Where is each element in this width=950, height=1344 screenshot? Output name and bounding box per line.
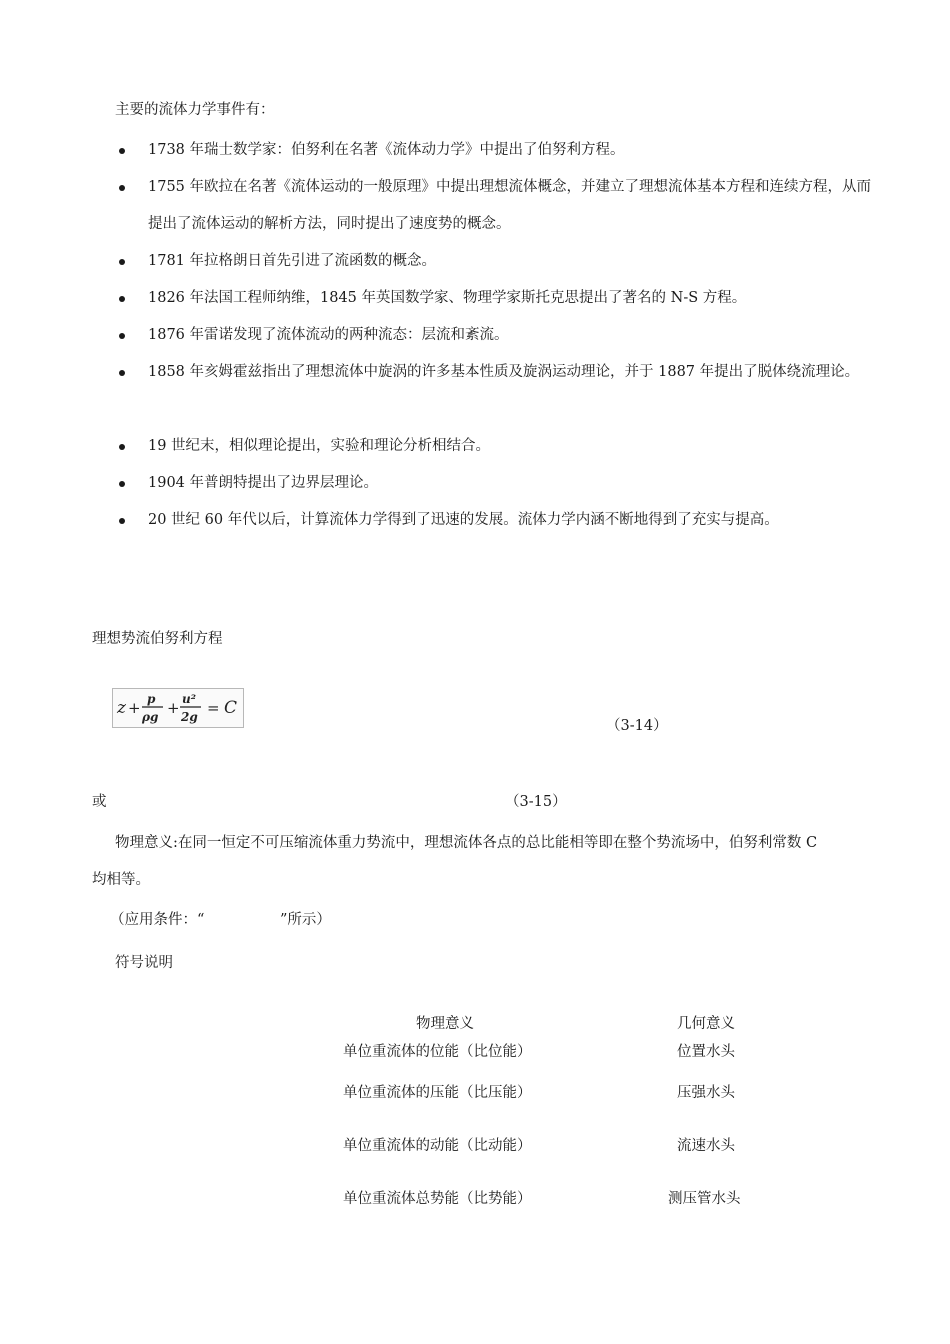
event-text: 19 世纪末，相似理论提出，实验和理论分析相结合。 (148, 438, 491, 454)
bullet-icon (119, 148, 125, 154)
section-title: 理想势流伯努利方程 (92, 631, 223, 647)
equation-number-3-15: （3-15） (505, 794, 567, 810)
event-text: 1858 年亥姆霍兹指出了理想流体中旋涡的许多基本性质及旋涡运动理论，并于 1887 年提出了脱体绕流理论。 (148, 364, 860, 380)
geometric-meaning-cell: 测压管水头 (668, 1191, 741, 1207)
bernoulli-formula (112, 688, 244, 728)
bullet-icon (119, 259, 125, 265)
formula-c: C (224, 698, 238, 718)
meaning-line-2: 均相等。 (92, 872, 150, 888)
formula-plus-1: + (128, 699, 141, 717)
event-text: 1876 年雷诺发现了流体流动的两种流态：层流和紊流。 (148, 327, 509, 343)
event-text: 1781 年拉格朗日首先引进了流函数的概念。 (148, 253, 437, 269)
column-header-physical: 物理意义 (416, 1016, 474, 1032)
formula-graphic (113, 689, 243, 727)
condition-suffix: ”所示） (280, 912, 331, 928)
event-text: 1738 年瑞士数学家：伯努利在名著《流体动力学》中提出了伯努利方程。 (148, 142, 625, 158)
event-text: 20 世纪 60 年代以后，计算流体力学得到了迅速的发展。流体力学内涵不断地得到了充实与提高。 (148, 512, 779, 528)
equation-number-3-14: （3-14） (606, 718, 668, 734)
geometric-meaning-cell: 流速水头 (677, 1138, 735, 1154)
geometric-meaning-cell: 压强水头 (677, 1085, 735, 1101)
physical-meaning-cell: 单位重流体的动能（比动能） (343, 1138, 532, 1154)
physical-meaning-cell: 单位重流体总势能（比势能） (343, 1191, 532, 1207)
bullet-icon (119, 370, 125, 376)
bullet-icon (119, 518, 125, 524)
formula-two-g: 2g (181, 710, 198, 724)
event-text: 1755 年欧拉在名著《流体运动的一般原理》中提出理想流体概念，并建立了理想流体基本方程和连续方程，从而提出了流体运动的解析方法，同时提出了速度势的概念。 (148, 179, 872, 232)
bullet-icon (119, 296, 125, 302)
bullet-icon (119, 185, 125, 191)
formula-z: z (117, 698, 126, 718)
or-label: 或 (92, 794, 107, 810)
formula-p: p (147, 692, 156, 706)
geometric-meaning-cell: 位置水头 (677, 1044, 735, 1060)
condition-prefix: （应用条件：“ (110, 912, 205, 928)
symbol-heading: 符号说明 (115, 955, 173, 971)
event-text: 1826 年法国工程师纳维，1845 年英国数学家、物理学家斯托克思提出了著名的 N-S 方程。 (148, 290, 747, 306)
physical-meaning-cell: 单位重流体的位能（比位能） (343, 1044, 532, 1060)
formula-equals: = (207, 699, 220, 717)
intro-text: 主要的流体力学事件有： (115, 102, 275, 118)
physical-meaning-cell: 单位重流体的压能（比压能） (343, 1085, 532, 1101)
formula-rho-g: ρg (142, 710, 159, 724)
event-text: 1904 年普朗特提出了边界层理论。 (148, 475, 379, 491)
meaning-line-1: 物理意义:在同一恒定不可压缩流体重力势流中，理想流体各点的总比能相等即在整个势流场中，伯努利常数 C (115, 835, 818, 851)
bullet-icon (119, 333, 125, 339)
bullet-icon (119, 444, 125, 450)
formula-plus-2: + (167, 699, 180, 717)
formula-u-squared: u² (182, 692, 196, 706)
column-header-geometric: 几何意义 (677, 1016, 735, 1032)
bullet-icon (119, 481, 125, 487)
